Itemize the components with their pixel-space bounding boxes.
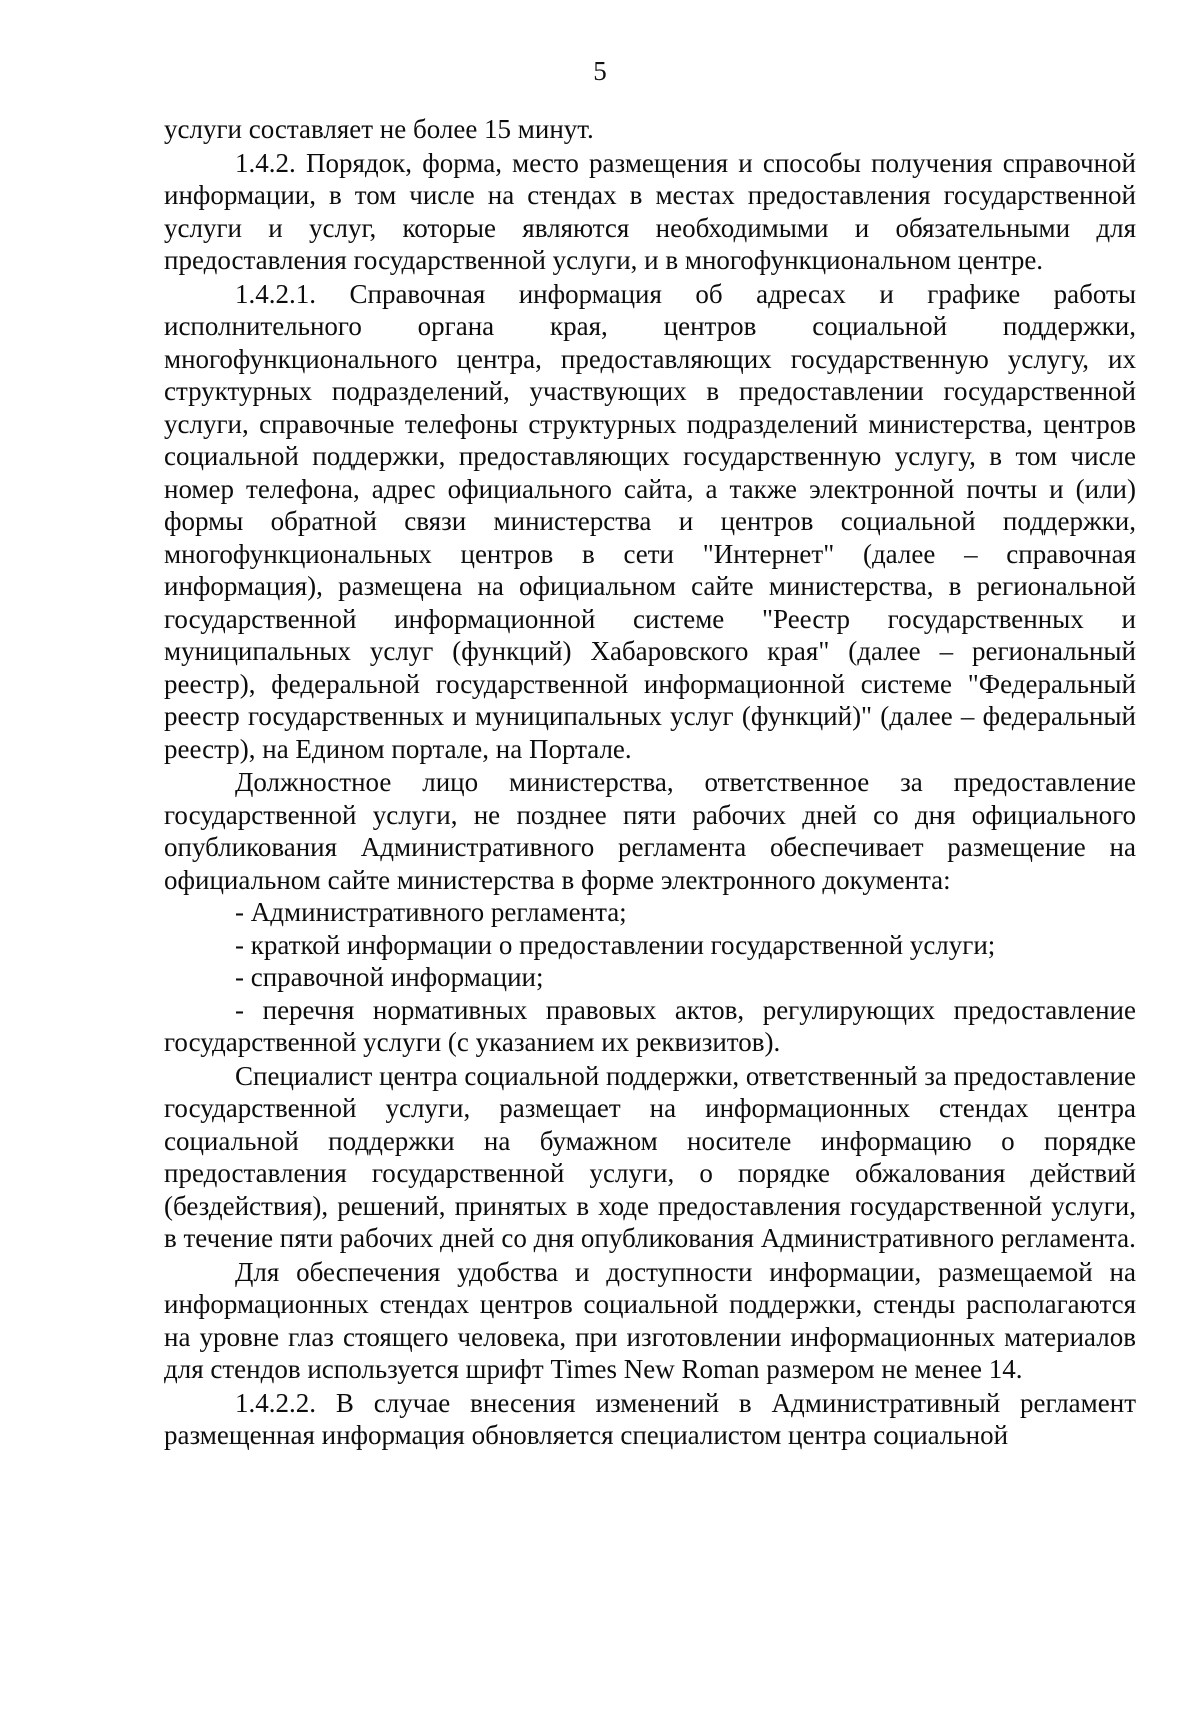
list-item-regulation: - Административного регламента; <box>235 897 627 927</box>
paragraph-stands: Для обеспечения удобства и доступности информации, размещаемой на информационных стендах центров социальной поддержки, стенды располагаются на уровне глаз стоящего человека, при изготовлении информационных материалов для стендов используется шрифт Times New Roman размером не менее 14. <box>164 1256 1136 1384</box>
paragraph-official-duty: Должностное лицо министерства, ответственное за предоставление государственной услуги, не позднее пяти рабочих дней со дня официального опубликования Административного регламента обеспечивает размещение на официальном сайте министерства в форме электронного документа: <box>164 767 1136 895</box>
list-item-brief-info: - краткой информации о предоставлении государственной услуги; <box>235 929 996 960</box>
list-item-reference-info: - справочной информации; <box>235 962 544 992</box>
page-number: 5 <box>593 56 607 86</box>
document-body <box>164 113 1136 1452</box>
paragraph-1-4-2: 1.4.2. Порядок, форма, место размещения и способы получения справочной информации, в том числе на стендах в местах предоставления государственной услуги и услуг, которые являются необходимыми и обязательными для предоставления государственной услуги, и в многофункциональном центре. <box>164 147 1136 275</box>
paragraph-continuation: услуги составляет не более 15 минут. <box>164 114 594 144</box>
paragraph-specialist: Специалист центра социальной поддержки, ответственный за предоставление государственной услуги, размещает на информационных стендах центра социальной поддержки на бумажном носителе информацию о порядке предоставления государственной услуги, о порядке обжалования действий (бездействия), решений, принятых в ходе предоставления государственной услуги, в течение пяти рабочих дней со дня опубликования Административного регламента. <box>164 1060 1136 1253</box>
paragraph-1-4-2-2: 1.4.2.2. В случае внесения изменений в Административный регламент размещенная информация обновляется специалистом центра социальной <box>164 1387 1136 1450</box>
paragraph-1-4-2-1: 1.4.2.1. Справочная информация об адресах и графике работы исполнительного органа края, центров социальной поддержки, многофункционального центра, предоставляющих государственную услугу, их структурных подразделений, участвующих в предоставлении государственной услуги, справочные телефоны структурных подразделений министерства, центров социальной поддержки, предоставляющих государственную услугу, в том числе номер телефона, адрес официального сайта, а также электронной почты и (или) формы обратной связи министерства и центров социальной поддержки, многофункциональных центров в сети "Интернет" (далее – справочная информация), размещена на официальном сайте министерства, в региональной государственной информационной системе "Реестр государственных и муниципальных услуг (функций) Хабаровского края" (далее – региональный реестр), федеральной государственной информационной системе "Федеральный реестр государственных и муниципальных услуг (функций)" (далее – федеральный реестр), на Едином портале, на Портале. <box>164 278 1136 764</box>
list-item-legal-acts: - перечня нормативных правовых актов, регулирующих предоставление государственной услуги (с указанием их реквизитов). <box>164 994 1136 1057</box>
